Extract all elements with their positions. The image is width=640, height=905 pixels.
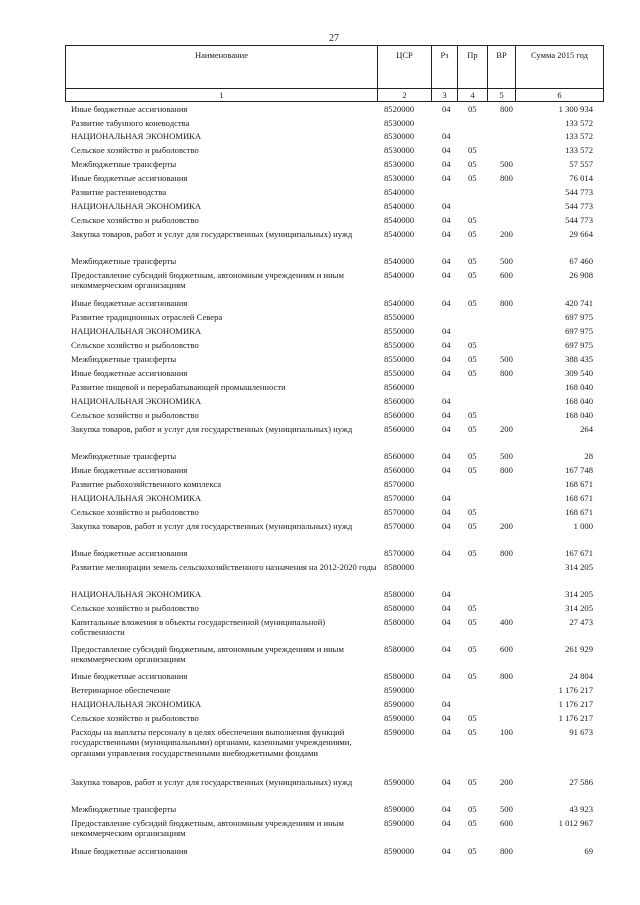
row-pr: 05 xyxy=(468,410,477,420)
row-sum: 388 435 xyxy=(565,354,593,364)
row-pr: 05 xyxy=(468,215,477,225)
row-name: Сельское хозяйство и рыболовство xyxy=(71,145,199,155)
row-vr: 200 xyxy=(500,229,513,239)
row-pr: 05 xyxy=(468,617,477,627)
row-sum: 309 540 xyxy=(565,368,593,378)
row-name: Иные бюджетные ассигнования xyxy=(71,173,188,183)
row-rz: 04 xyxy=(442,777,451,787)
row-pr: 05 xyxy=(468,270,477,280)
row-pr: 05 xyxy=(468,451,477,461)
row-sum: 133 572 xyxy=(565,131,593,141)
row-name: Развитие табунного коневодства xyxy=(71,118,190,128)
row-csr: 8530000 xyxy=(384,131,415,141)
column-header-csr: ЦСР xyxy=(378,46,432,89)
row-sum: 261 929 xyxy=(565,644,593,654)
row-sum: 1 012 967 xyxy=(558,818,593,828)
row-name: Иные бюджетные ассигнования xyxy=(71,465,188,475)
row-rz: 04 xyxy=(442,617,451,627)
row-vr: 500 xyxy=(500,256,513,266)
row-vr: 600 xyxy=(500,818,513,828)
row-name: Сельское хозяйство и рыболовство xyxy=(71,603,199,613)
column-number: 6 xyxy=(516,89,604,102)
row-rz: 04 xyxy=(442,256,451,266)
column-number: 1 xyxy=(66,89,378,102)
row-sum: 1 176 217 xyxy=(558,713,593,723)
row-csr: 8590000 xyxy=(384,777,415,787)
row-csr: 8590000 xyxy=(384,846,415,856)
row-csr: 8560000 xyxy=(384,382,415,392)
row-sum: 1 000 xyxy=(573,521,593,531)
row-csr: 8540000 xyxy=(384,201,415,211)
row-sum: 69 xyxy=(584,846,593,856)
row-rz: 04 xyxy=(442,713,451,723)
row-name: Развитие рыбохозяйственного комплекса xyxy=(71,479,222,489)
row-csr: 8580000 xyxy=(384,671,415,681)
row-name: Сельское хозяйство и рыболовство xyxy=(71,713,199,723)
row-rz: 04 xyxy=(442,846,451,856)
row-csr: 8590000 xyxy=(384,713,415,723)
row-csr: 8590000 xyxy=(384,804,415,814)
row-vr: 800 xyxy=(500,465,513,475)
row-csr: 8550000 xyxy=(384,340,415,350)
row-vr: 500 xyxy=(500,159,513,169)
row-name: НАЦИОНАЛЬНАЯ ЭКОНОМИКА xyxy=(71,131,202,141)
row-sum: 544 773 xyxy=(565,187,593,197)
column-number: 2 xyxy=(378,89,432,102)
row-name: Межбюджетные трансферты xyxy=(71,451,177,461)
row-vr: 500 xyxy=(500,804,513,814)
row-name: НАЦИОНАЛЬНАЯ ЭКОНОМИКА xyxy=(71,201,202,211)
row-csr: 8570000 xyxy=(384,548,415,558)
row-pr: 05 xyxy=(468,340,477,350)
row-vr: 800 xyxy=(500,104,513,114)
row-name: Развитие растениеводства xyxy=(71,187,167,197)
row-sum: 314 205 xyxy=(565,589,593,599)
row-name: Иные бюджетные ассигнования xyxy=(71,104,188,114)
row-sum: 1 176 217 xyxy=(558,685,593,695)
row-vr: 200 xyxy=(500,424,513,434)
row-sum: 168 671 xyxy=(565,479,593,489)
row-rz: 04 xyxy=(442,270,451,280)
row-rz: 04 xyxy=(442,548,451,558)
row-name: НАЦИОНАЛЬНАЯ ЭКОНОМИКА xyxy=(71,699,202,709)
row-vr: 600 xyxy=(500,644,513,654)
row-name: Предоставление субсидий бюджетным, автономным учреждениям и иным некоммерческим организациям xyxy=(71,818,344,839)
row-csr: 8520000 xyxy=(384,104,415,114)
row-sum: 167 671 xyxy=(565,548,593,558)
row-sum: 697 975 xyxy=(565,340,593,350)
row-sum: 1 176 217 xyxy=(558,699,593,709)
row-vr: 200 xyxy=(500,777,513,787)
row-csr: 8590000 xyxy=(384,699,415,709)
row-sum: 314 205 xyxy=(565,562,593,572)
row-csr: 8580000 xyxy=(384,644,415,654)
row-sum: 167 748 xyxy=(565,465,593,475)
row-name: Закупка товаров, работ и услуг для государственных (муниципальных) нужд xyxy=(71,229,353,239)
row-name: Развитие пищевой и перерабатывающей промышленности xyxy=(71,382,286,392)
row-vr: 800 xyxy=(500,548,513,558)
row-csr: 8540000 xyxy=(384,270,415,280)
row-csr: 8590000 xyxy=(384,685,415,695)
row-csr: 8550000 xyxy=(384,368,415,378)
row-sum: 1 300 934 xyxy=(558,104,593,114)
row-pr: 05 xyxy=(468,145,477,155)
row-pr: 05 xyxy=(468,507,477,517)
row-csr: 8530000 xyxy=(384,173,415,183)
column-header-rz: Рз xyxy=(432,46,458,89)
row-pr: 05 xyxy=(468,671,477,681)
row-rz: 04 xyxy=(442,159,451,169)
row-vr: 500 xyxy=(500,354,513,364)
row-pr: 05 xyxy=(468,229,477,239)
row-rz: 04 xyxy=(442,644,451,654)
row-name: Развитие мелиорации земель сельскохозяйственного назначения на 2012-2020 годы xyxy=(71,562,377,572)
row-sum: 57 557 xyxy=(569,159,593,169)
row-rz: 04 xyxy=(442,521,451,531)
row-csr: 8540000 xyxy=(384,229,415,239)
row-rz: 04 xyxy=(442,818,451,828)
row-sum: 420 741 xyxy=(565,298,593,308)
row-sum: 264 xyxy=(580,424,593,434)
row-rz: 04 xyxy=(442,493,451,503)
row-csr: 8550000 xyxy=(384,354,415,364)
row-sum: 28 xyxy=(584,451,593,461)
row-pr: 05 xyxy=(468,548,477,558)
row-vr: 200 xyxy=(500,521,513,531)
row-pr: 05 xyxy=(468,256,477,266)
row-sum: 76 014 xyxy=(569,173,593,183)
row-csr: 8560000 xyxy=(384,451,415,461)
column-header-name: Наименование xyxy=(66,46,378,89)
row-csr: 8560000 xyxy=(384,396,415,406)
row-rz: 04 xyxy=(442,671,451,681)
row-rz: 04 xyxy=(442,104,451,114)
column-header-pr: Пр xyxy=(458,46,488,89)
row-name: НАЦИОНАЛЬНАЯ ЭКОНОМИКА xyxy=(71,589,202,599)
row-name: Сельское хозяйство и рыболовство xyxy=(71,340,199,350)
row-rz: 04 xyxy=(442,201,451,211)
row-sum: 544 773 xyxy=(565,201,593,211)
row-rz: 04 xyxy=(442,424,451,434)
row-sum: 168 040 xyxy=(565,396,593,406)
row-rz: 04 xyxy=(442,173,451,183)
row-csr: 8590000 xyxy=(384,818,415,828)
row-name: НАЦИОНАЛЬНАЯ ЭКОНОМИКА xyxy=(71,396,202,406)
row-csr: 8570000 xyxy=(384,521,415,531)
row-pr: 05 xyxy=(468,354,477,364)
row-sum: 168 040 xyxy=(565,382,593,392)
row-rz: 04 xyxy=(442,451,451,461)
row-pr: 05 xyxy=(468,818,477,828)
row-rz: 04 xyxy=(442,298,451,308)
row-rz: 04 xyxy=(442,727,451,737)
row-pr: 05 xyxy=(468,846,477,856)
row-pr: 05 xyxy=(468,424,477,434)
row-rz: 04 xyxy=(442,368,451,378)
row-sum: 67 460 xyxy=(569,256,593,266)
row-csr: 8580000 xyxy=(384,617,415,627)
row-rz: 04 xyxy=(442,396,451,406)
row-name: Иные бюджетные ассигнования xyxy=(71,368,188,378)
row-csr: 8580000 xyxy=(384,562,415,572)
row-csr: 8530000 xyxy=(384,145,415,155)
row-name: Иные бюджетные ассигнования xyxy=(71,846,188,856)
row-csr: 8560000 xyxy=(384,410,415,420)
row-rz: 04 xyxy=(442,326,451,336)
row-pr: 05 xyxy=(468,368,477,378)
row-pr: 05 xyxy=(468,465,477,475)
row-pr: 05 xyxy=(468,104,477,114)
row-csr: 8570000 xyxy=(384,507,415,517)
row-csr: 8560000 xyxy=(384,465,415,475)
column-number: 3 xyxy=(432,89,458,102)
row-rz: 04 xyxy=(442,589,451,599)
row-name: Межбюджетные трансферты xyxy=(71,159,177,169)
row-pr: 05 xyxy=(468,521,477,531)
row-rz: 04 xyxy=(442,340,451,350)
row-csr: 8530000 xyxy=(384,118,415,128)
row-sum: 697 975 xyxy=(565,326,593,336)
row-sum: 168 671 xyxy=(565,493,593,503)
row-pr: 05 xyxy=(468,603,477,613)
row-name: Иные бюджетные ассигнования xyxy=(71,298,188,308)
row-sum: 27 473 xyxy=(569,617,593,627)
column-header-vr: ВР xyxy=(488,46,516,89)
row-name: Ветеринарное обеспечение xyxy=(71,685,171,695)
row-sum: 544 773 xyxy=(565,215,593,225)
row-pr: 05 xyxy=(468,644,477,654)
row-pr: 05 xyxy=(468,727,477,737)
row-csr: 8580000 xyxy=(384,589,415,599)
row-vr: 100 xyxy=(500,727,513,737)
row-vr: 800 xyxy=(500,298,513,308)
row-csr: 8570000 xyxy=(384,493,415,503)
column-number: 4 xyxy=(458,89,488,102)
row-name: Межбюджетные трансферты xyxy=(71,804,177,814)
row-csr: 8540000 xyxy=(384,256,415,266)
row-rz: 04 xyxy=(442,507,451,517)
row-rz: 04 xyxy=(442,699,451,709)
row-sum: 168 040 xyxy=(565,410,593,420)
column-number: 5 xyxy=(488,89,516,102)
row-vr: 400 xyxy=(500,617,513,627)
row-name: НАЦИОНАЛЬНАЯ ЭКОНОМИКА xyxy=(71,493,202,503)
row-rz: 04 xyxy=(442,354,451,364)
row-name: Предоставление субсидий бюджетным, автономным учреждениям и иным некоммерческим организациям xyxy=(71,270,344,291)
row-name: Капитальные вложения в объекты государственной (муниципальной) собственности xyxy=(71,617,326,638)
row-csr: 8540000 xyxy=(384,298,415,308)
row-csr: 8550000 xyxy=(384,326,415,336)
row-rz: 04 xyxy=(442,410,451,420)
row-name: Межбюджетные трансферты xyxy=(71,354,177,364)
row-csr: 8550000 xyxy=(384,312,415,322)
row-name: Сельское хозяйство и рыболовство xyxy=(71,410,199,420)
row-sum: 168 671 xyxy=(565,507,593,517)
row-rz: 04 xyxy=(442,603,451,613)
row-rz: 04 xyxy=(442,804,451,814)
row-vr: 600 xyxy=(500,270,513,280)
row-vr: 800 xyxy=(500,368,513,378)
row-name: НАЦИОНАЛЬНАЯ ЭКОНОМИКА xyxy=(71,326,202,336)
row-sum: 133 572 xyxy=(565,118,593,128)
row-pr: 05 xyxy=(468,173,477,183)
column-header-sum: Сумма 2015 год xyxy=(516,46,604,89)
row-rz: 04 xyxy=(442,131,451,141)
row-sum: 43 923 xyxy=(569,804,593,814)
row-csr: 8540000 xyxy=(384,187,415,197)
row-vr: 800 xyxy=(500,846,513,856)
row-csr: 8530000 xyxy=(384,159,415,169)
row-vr: 800 xyxy=(500,173,513,183)
row-rz: 04 xyxy=(442,215,451,225)
row-sum: 24 804 xyxy=(569,671,593,681)
row-pr: 05 xyxy=(468,804,477,814)
row-name: Закупка товаров, работ и услуг для государственных (муниципальных) нужд xyxy=(71,521,353,531)
row-name: Закупка товаров, работ и услуг для государственных (муниципальных) нужд xyxy=(71,777,353,787)
row-csr: 8560000 xyxy=(384,424,415,434)
row-pr: 05 xyxy=(468,159,477,169)
row-name: Иные бюджетные ассигнования xyxy=(71,671,188,681)
row-pr: 05 xyxy=(468,777,477,787)
row-csr: 8580000 xyxy=(384,603,415,613)
row-sum: 29 664 xyxy=(569,229,593,239)
row-name: Расходы на выплаты персоналу в целях обеспечения выполнения функций государственными (муниципальными) органами, казенными учреждениями, органами управления государственными внебюджетными фондами xyxy=(71,727,352,758)
row-rz: 04 xyxy=(442,145,451,155)
row-rz: 04 xyxy=(442,229,451,239)
row-sum: 314 205 xyxy=(565,603,593,613)
row-name: Сельское хозяйство и рыболовство xyxy=(71,507,199,517)
row-rz: 04 xyxy=(442,465,451,475)
row-name: Иные бюджетные ассигнования xyxy=(71,548,188,558)
row-sum: 26 908 xyxy=(569,270,593,280)
row-pr: 05 xyxy=(468,298,477,308)
row-name: Развитие традиционных отраслей Севера xyxy=(71,312,223,322)
row-csr: 8590000 xyxy=(384,727,415,737)
row-csr: 8540000 xyxy=(384,215,415,225)
row-name: Сельское хозяйство и рыболовство xyxy=(71,215,199,225)
row-sum: 91 673 xyxy=(569,727,593,737)
row-name: Предоставление субсидий бюджетным, автономным учреждениям и иным некоммерческим организациям xyxy=(71,644,344,665)
row-sum: 697 975 xyxy=(565,312,593,322)
row-name: Закупка товаров, работ и услуг для государственных (муниципальных) нужд xyxy=(71,424,353,434)
row-csr: 8570000 xyxy=(384,479,415,489)
row-sum: 27 586 xyxy=(569,777,593,787)
row-sum: 133 572 xyxy=(565,145,593,155)
page-number: 27 xyxy=(329,33,339,44)
row-vr: 800 xyxy=(500,671,513,681)
row-name: Межбюджетные трансферты xyxy=(71,256,177,266)
row-pr: 05 xyxy=(468,713,477,723)
row-vr: 500 xyxy=(500,451,513,461)
